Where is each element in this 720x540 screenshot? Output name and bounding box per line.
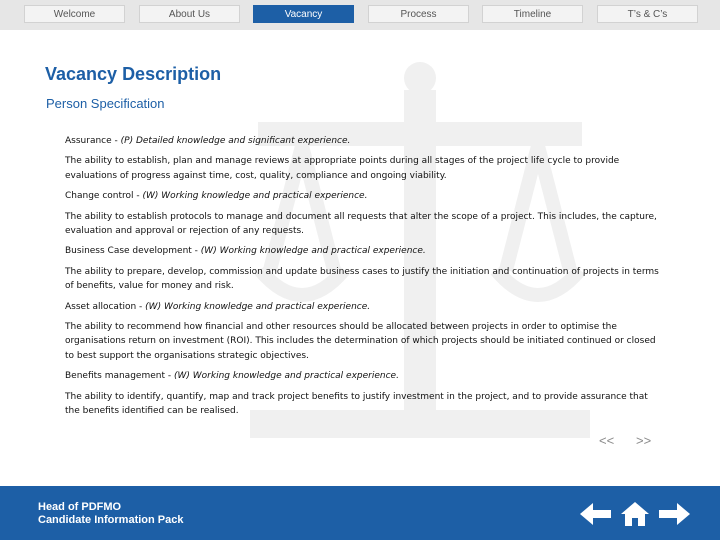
- home-icon[interactable]: [619, 500, 651, 528]
- tab-process[interactable]: Process: [368, 5, 469, 23]
- list-item: [65, 300, 660, 364]
- footer-bar: [0, 486, 720, 540]
- page-title: Vacancy Description: [45, 64, 222, 84]
- item-heading: [65, 189, 660, 203]
- item-level: (P) Detailed knowledge and significant experience.: [120, 136, 351, 146]
- footer-line-2: Candidate Information Pack: [38, 514, 184, 526]
- prev-page-link[interactable]: <<: [599, 433, 615, 448]
- arrow-right-icon[interactable]: [658, 500, 690, 528]
- arrow-left-icon[interactable]: [580, 500, 612, 528]
- footer-line-1: Head of PDFMO: [38, 501, 122, 513]
- tab-vacancy[interactable]: Vacancy: [253, 5, 354, 23]
- item-heading: [65, 369, 660, 383]
- item-name: Change control: [65, 191, 134, 202]
- item-heading: [65, 244, 660, 258]
- item-name: Business Case development: [65, 246, 192, 257]
- item-name: Assurance: [65, 136, 112, 146]
- list-item: [65, 369, 660, 418]
- tab-timeline[interactable]: Timeline: [482, 5, 583, 23]
- item-separator: -: [111, 136, 121, 146]
- tab-terms[interactable]: T’s & C’s: [597, 5, 698, 23]
- item-description: The ability to prepare, develop, commission and update business cases to justify the initiation and continuation of projects in terms of benefits, value for money and risk.: [65, 266, 659, 292]
- next-page-link[interactable]: >>: [636, 433, 652, 448]
- item-name: Asset allocation: [65, 301, 137, 312]
- list-item: [65, 134, 660, 183]
- top-nav-bar: [0, 0, 720, 30]
- item-level: (W) Working knowledge and practical experience.: [142, 191, 368, 202]
- item-description: The ability to establish protocols to manage and document all requests that alter the scope of a project. This includes, the capture, evaluation and approval or rejection of any requests.: [65, 211, 657, 237]
- tab-welcome[interactable]: Welcome: [24, 5, 125, 23]
- item-name: Benefits management: [65, 371, 165, 382]
- footer-title: [38, 501, 183, 527]
- page-subtitle: Person Specification: [46, 96, 165, 111]
- item-description: The ability to establish, plan and manage reviews at appropriate points during all stages of the project life cycle to provide evaluations of progress against time, cost, quality, compliance and ongoing viability.: [65, 156, 620, 181]
- item-level: (W) Working knowledge and practical experience.: [200, 246, 426, 257]
- item-level: (W) Working knowledge and practical experience.: [173, 371, 399, 382]
- person-spec-list: [65, 134, 660, 425]
- list-item: [65, 244, 660, 293]
- item-separator: -: [191, 246, 201, 257]
- item-heading: [65, 300, 660, 314]
- item-separator: -: [133, 191, 143, 202]
- tab-about-us[interactable]: About Us: [139, 5, 240, 23]
- item-description: The ability to identify, quantify, map and track project benefits to justify investment in the project, and to provide assurance that the benefits identified can be realised.: [65, 391, 648, 417]
- item-separator: -: [165, 371, 174, 382]
- item-description: The ability to recommend how financial and other resources should be allocated between projects in order to optimise the organisations return on investment (ROI). This includes the determination of which projects should be initiated continued or closed to best support the organisations strategic objectives.: [65, 322, 656, 361]
- item-level: (W) Working knowledge and practical experience.: [145, 301, 371, 312]
- list-item: [65, 189, 660, 238]
- item-heading: [65, 134, 660, 148]
- item-separator: -: [136, 301, 146, 312]
